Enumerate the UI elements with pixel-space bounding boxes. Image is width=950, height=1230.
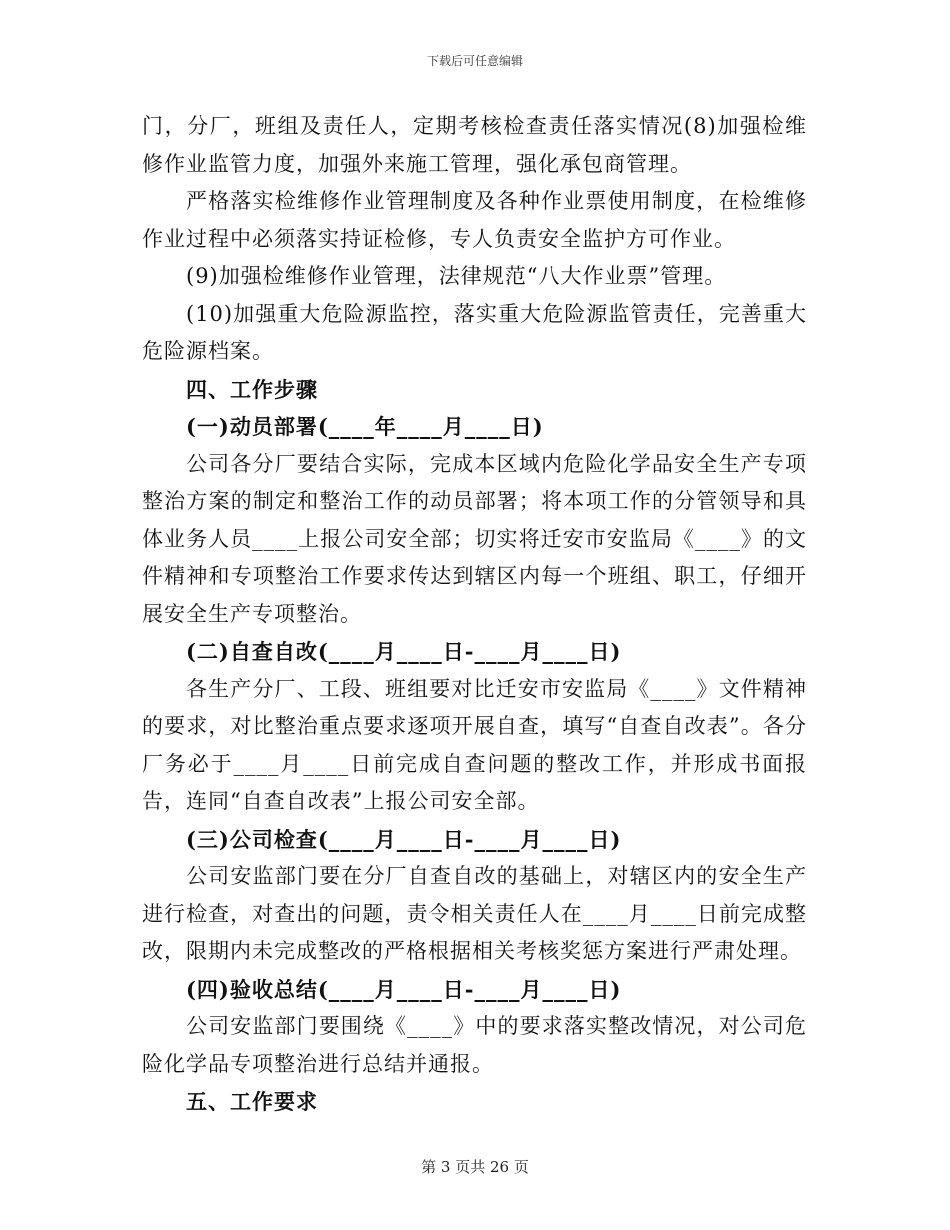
subheading-acceptance-summary: (四)验收总结(____月____日-____月____日): [186, 976, 622, 1002]
paragraph-2: 严格落实检维修作业管理制度及各种作业票使用制度，在检维修作业过程中必须落实持证检修，专人负责安全监护方可作业。: [142, 189, 807, 251]
paragraph-4: (10)加强重大危险源监控，落实重大危险源监管责任，完善重大危险源档案。: [142, 301, 807, 363]
subheading-company-inspection: (三)公司检查(____月____日-____月____日): [186, 826, 622, 852]
section-heading-work-requirements: 五、工作要求: [186, 1089, 318, 1114]
subheading-mobilization: (一)动员部署(____年____月____日): [186, 414, 544, 439]
document-body: [142, 108, 807, 1121]
paragraph-3: (9)加强检维修作业管理，法律规范“八大作业票”管理。: [186, 264, 727, 288]
section-heading-work-steps: 四、工作步骤: [186, 376, 318, 402]
paragraph-acceptance-summary: 公司安监部门要围绕《____》中的要求落实整改情况，对公司危险化学品专项整治进行总结并通报。: [142, 1014, 807, 1076]
paragraph-self-inspection: 各生产分厂、工段、班组要对比迁安市安监局《____》文件精神的要求，对比整治重点要求逐项开展自查，填写“自查自改表”。各分厂务必于____月____日前完成自查问题的整改工作，并形成书面报告，连同“自查自改表”上报公司安全部。: [142, 676, 807, 813]
paragraph-mobilization: 公司各分厂要结合实际，完成本区域内危险化学品安全生产专项整治方案的制定和整治工作的动员部署；将本项工作的分管领导和具体业务人员____上报公司安全部；切实将迁安市安监局《____》的文件精神和专项整治工作要求传达到辖区内每一个班组、职工，仔细开展安全生产专项整治。: [142, 451, 807, 626]
paragraph-1: 门，分厂，班组及责任人，定期考核检查责任落实情况(8)加强检维修作业监管力度，加强外来施工管理，强化承包商管理。: [142, 114, 807, 176]
page-footer: 第 3 页共 26 页: [421, 1158, 529, 1176]
page-header: 下载后可任意编辑: [426, 54, 523, 68]
subheading-self-inspection: (二)自查自改(____月____日-____月____日): [186, 639, 622, 664]
paragraph-company-inspection: 公司安监部门要在分厂自查自改的基础上，对辖区内的安全生产进行检查，对查出的问题，责令相关责任人在____月____日前完成整改，限期内未完成整改的严格根据相关考核奖惩方案进行严肃处理。: [142, 864, 807, 963]
